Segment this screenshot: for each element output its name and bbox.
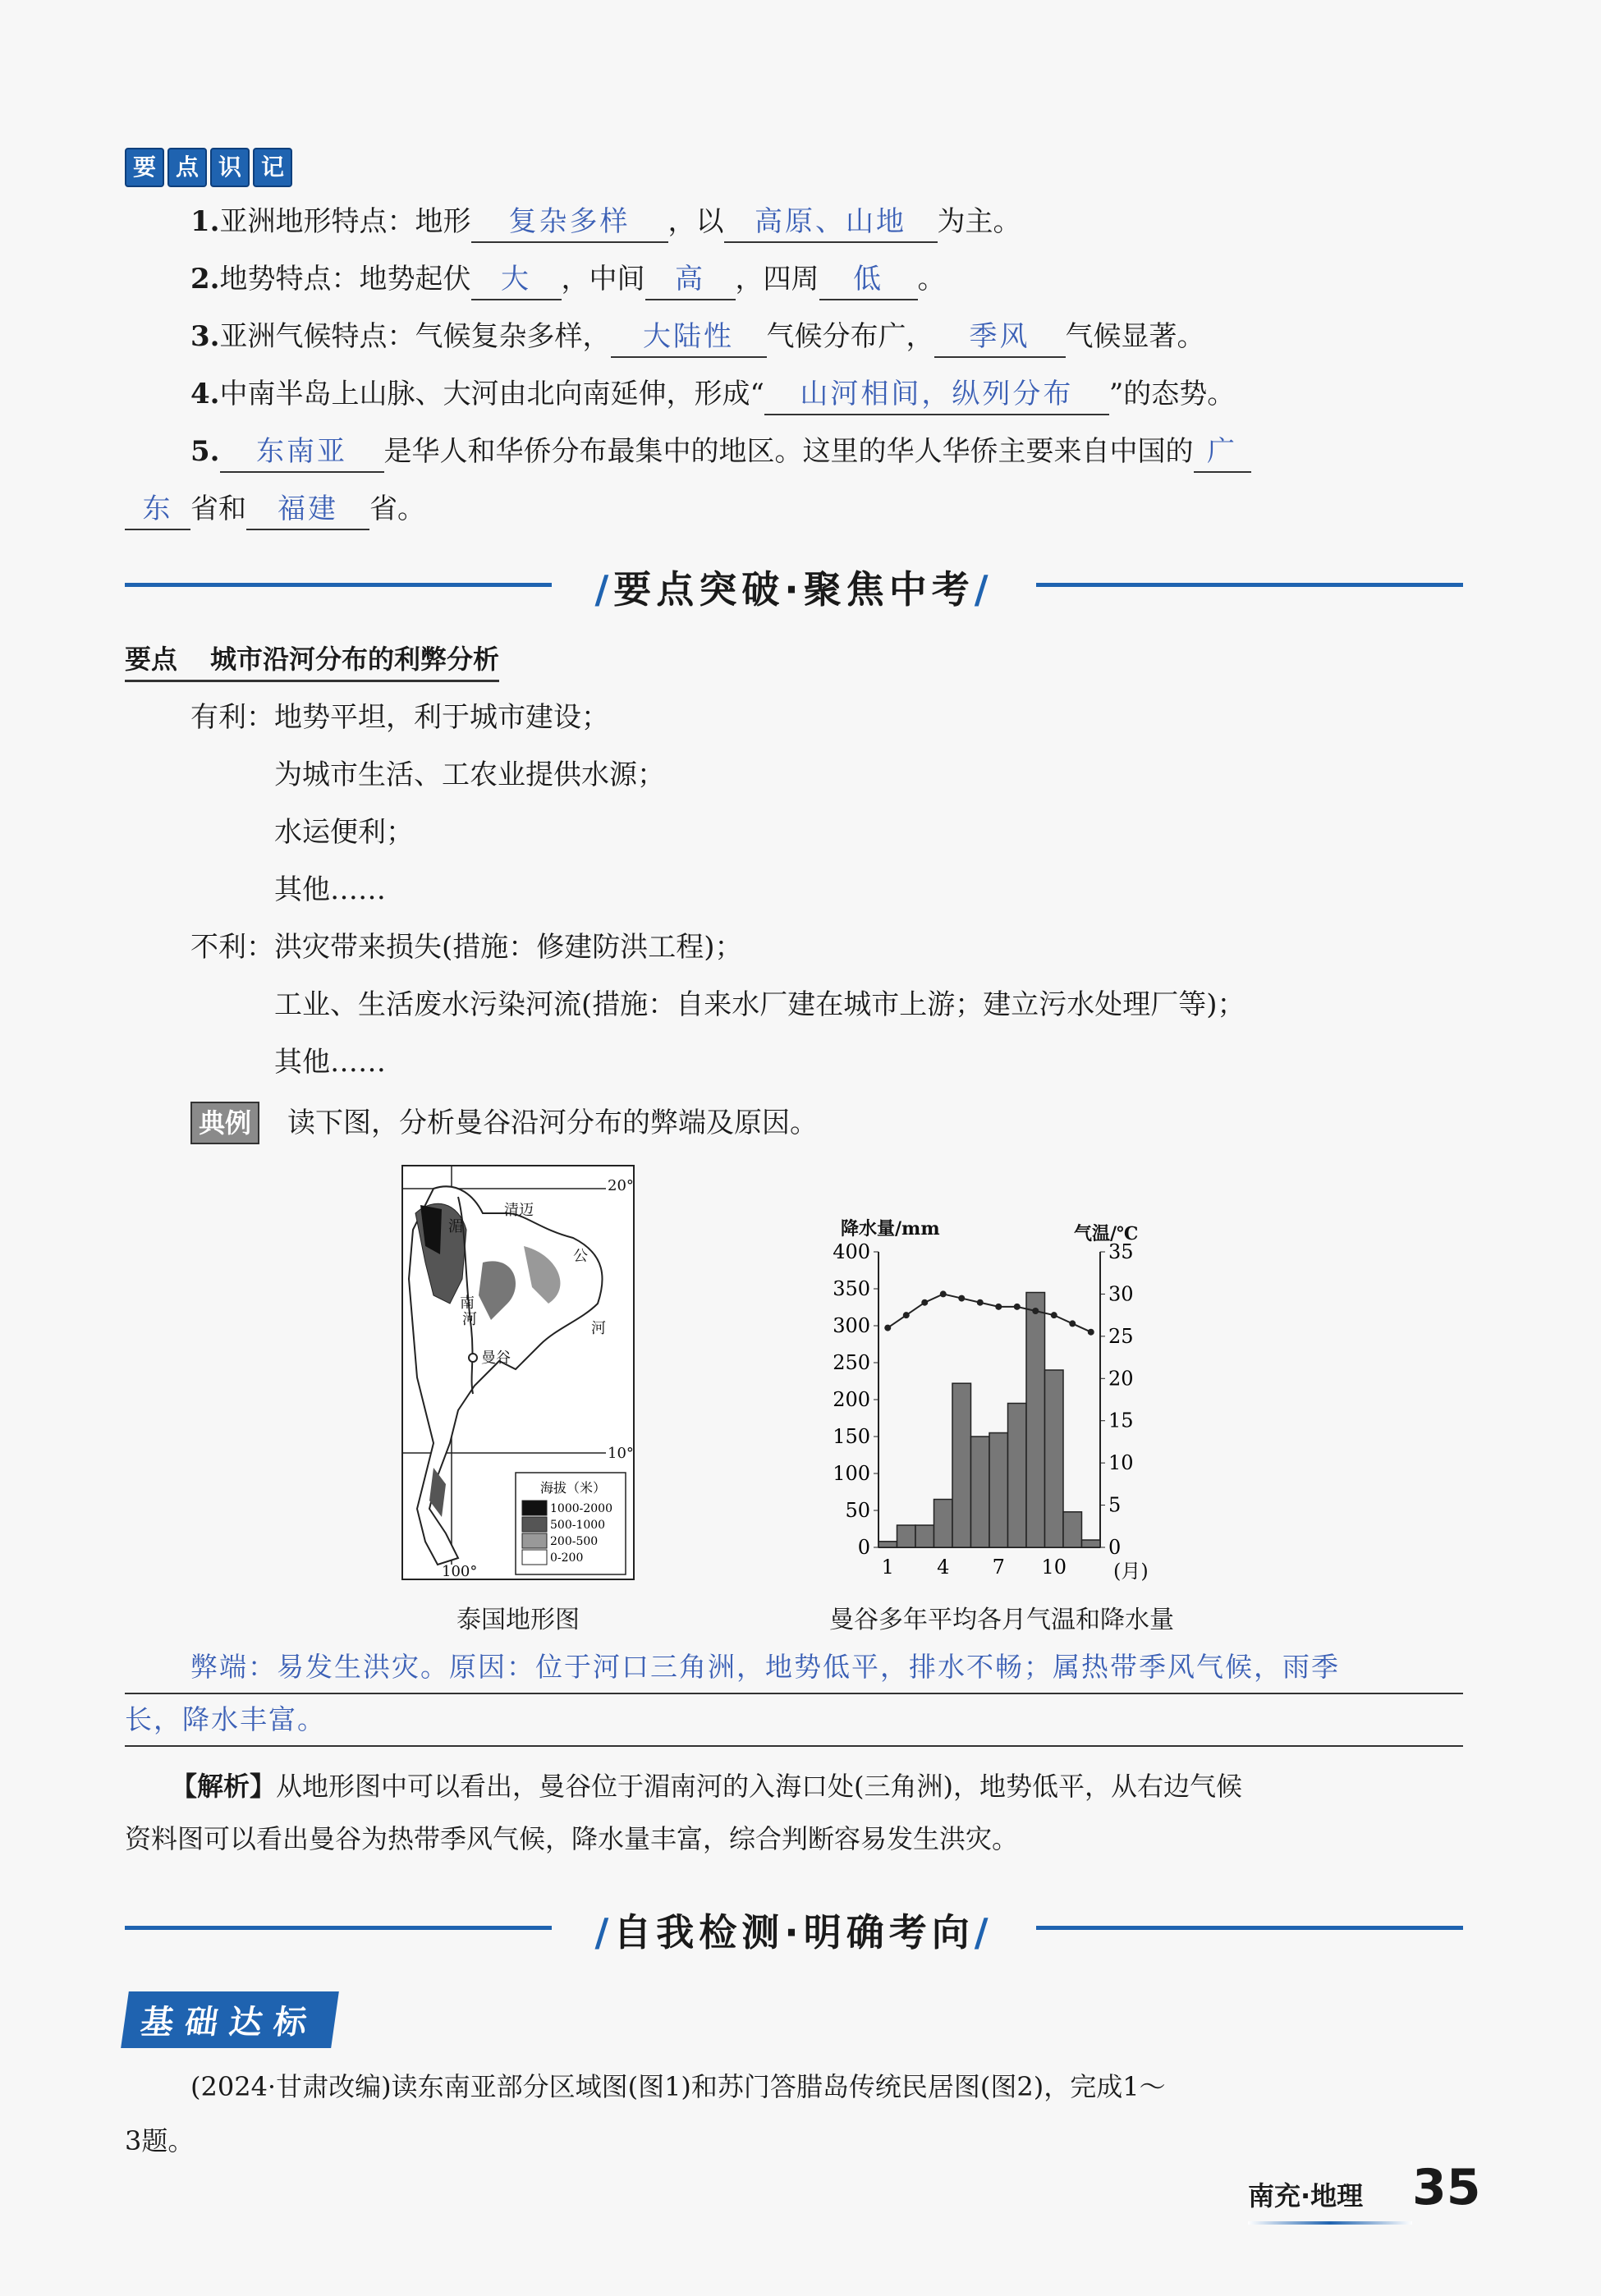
item-text: 为主。 xyxy=(937,205,1021,238)
y-tick-label: 0 xyxy=(857,1536,870,1559)
lat-20-label: 20° xyxy=(608,1177,634,1194)
precipitation-bar xyxy=(1063,1512,1082,1547)
y-tick-label: 300 xyxy=(833,1314,870,1337)
item-text: 地势特点：地势起伏 xyxy=(219,263,471,296)
legend-0-200: 0-200 xyxy=(550,1551,584,1565)
temperature-point xyxy=(884,1325,891,1331)
pros-text: 为城市生活、工农业提供水源； xyxy=(274,758,665,791)
item-text: 是华人和华侨分布最集中的地区。这里的华人华侨主要来自中国的 xyxy=(383,435,1194,468)
header-text: 要点突破·聚焦中考 xyxy=(613,567,975,612)
item-text: 中南半岛上山脉、大河由北向南延伸，形成“ xyxy=(219,378,764,410)
cons-text: 其他…… xyxy=(274,1046,386,1079)
x-tick-label: 7 xyxy=(992,1556,1005,1579)
river-label-char-3: 河 xyxy=(462,1311,477,1328)
precipitation-bar xyxy=(989,1433,1008,1548)
header-rule-left xyxy=(125,583,552,587)
item-text: 省。 xyxy=(369,493,425,525)
footer-rule xyxy=(1248,2221,1412,2225)
river-label-gong: 公 xyxy=(573,1248,588,1265)
answer-fill: 大陆性 xyxy=(611,319,767,358)
temperature-point xyxy=(995,1304,1002,1310)
lon-100-label: 100° xyxy=(442,1563,478,1580)
keypoint-label: 要点 xyxy=(125,644,178,675)
pros-line-1 xyxy=(190,699,609,736)
keypoint-title xyxy=(125,639,499,682)
answer-line-1: 弊端：易发生洪灾。原因：位于河口三角洲，地势低平，排水不畅；属热带季风气候，雨季 xyxy=(125,1642,1463,1694)
tag-char-3: 识 xyxy=(210,148,250,187)
section-tag-yaodian-shiji xyxy=(125,148,296,187)
legend-500-1000: 500-1000 xyxy=(550,1519,606,1532)
y-tick-label: 200 xyxy=(833,1388,870,1411)
item-number: 1. xyxy=(190,205,220,238)
temperature-point xyxy=(1014,1304,1021,1310)
thailand-terrain-map xyxy=(401,1164,635,1583)
item-4 xyxy=(190,376,1235,415)
question-line-1: (2024·甘肃改编)读东南亚部分区域图(图1)和苏门答腊岛传统民居图(图2)，完成1～ xyxy=(190,2071,1166,2102)
analysis-text: 资料图可以看出曼谷为热带季风气候，降水量丰富，综合判断容易发生洪灾。 xyxy=(125,1823,1019,1854)
item-5-line1 xyxy=(190,433,1251,473)
analysis-line-1 xyxy=(171,1768,1242,1804)
y2-tick-label: 30 xyxy=(1108,1282,1134,1306)
x-tick-label: 10 xyxy=(1041,1556,1067,1579)
tag-char-1: 要 xyxy=(125,148,164,187)
cons-line-2 xyxy=(274,987,1245,1023)
temperature-point xyxy=(958,1295,965,1302)
chart-caption: 曼谷多年平均各月气温和降水量 xyxy=(829,1606,1174,1634)
y-tick-label: 400 xyxy=(833,1240,870,1263)
item-5-line2 xyxy=(125,491,425,530)
city-chiang-mai-label: 清迈 xyxy=(504,1202,534,1219)
section-header-yaodian-tupo: /要点突破·聚焦中考/ xyxy=(594,567,993,612)
tag-char-2: 点 xyxy=(167,148,207,187)
analysis-text: 从地形图中可以看出，曼谷位于湄南河的入海口处(三角洲)，地势低平，从右边气候 xyxy=(276,1771,1242,1802)
answer-block xyxy=(125,1642,1463,1747)
analysis-line-2 xyxy=(125,1821,1018,1857)
y2-tick-label: 15 xyxy=(1108,1409,1134,1432)
y2-tick-label: 5 xyxy=(1108,1493,1122,1517)
pros-text: 地势平坦，利于城市建设； xyxy=(274,701,609,734)
temperature-point xyxy=(1051,1312,1057,1318)
temperature-point xyxy=(940,1290,947,1297)
item-text: ，以 xyxy=(667,205,724,238)
answer-fill: 山河相间，纵列分布 xyxy=(764,376,1109,415)
x-tick-label: 4 xyxy=(937,1556,950,1579)
answer-fill: 福建 xyxy=(246,491,369,530)
temperature-line xyxy=(888,1294,1091,1331)
item-1 xyxy=(190,204,1021,243)
answer-fill: 东 xyxy=(125,491,190,530)
item-number: 3. xyxy=(190,320,220,353)
item-text: ，四周 xyxy=(735,263,819,296)
pros-line-3 xyxy=(274,814,414,850)
x-axis-title: (月) xyxy=(1113,1560,1149,1583)
river-label-he: 河 xyxy=(591,1320,606,1337)
item-text: 亚洲地形特点：地形 xyxy=(219,205,471,238)
header-text: 自我检测·明确考向 xyxy=(613,1910,975,1955)
item-number: 4. xyxy=(190,378,220,410)
precipitation-bar xyxy=(934,1500,953,1548)
question-line-2: 3题。 xyxy=(125,2125,195,2156)
legend-title: 海拔（米） xyxy=(540,1480,607,1496)
y2-tick-label: 20 xyxy=(1108,1367,1134,1391)
legend-200-500: 200-500 xyxy=(550,1535,599,1548)
answer-fill: 广 xyxy=(1194,433,1251,473)
pros-text: 其他…… xyxy=(274,873,386,906)
item-3 xyxy=(190,319,1205,358)
item-text: 气候显著。 xyxy=(1065,320,1205,353)
right-axis-title: 气温/℃ xyxy=(1074,1223,1139,1244)
answer-fill: 东南亚 xyxy=(220,433,384,473)
tag-char-4: 记 xyxy=(253,148,292,187)
y-tick-label: 150 xyxy=(833,1425,870,1448)
precipitation-bar xyxy=(878,1542,897,1547)
city-bangkok-label: 曼谷 xyxy=(481,1350,511,1367)
analysis-label: 【解析】 xyxy=(171,1771,277,1802)
y2-tick-label: 35 xyxy=(1108,1240,1134,1263)
item-text: 亚洲气候特点：气候复杂多样， xyxy=(219,320,611,353)
example-text: 读下图，分析曼谷沿河分布的弊端及原因。 xyxy=(287,1107,819,1139)
temperature-point xyxy=(1032,1308,1039,1314)
answer-fill: 高原、山地 xyxy=(724,204,938,243)
answer-fill: 大 xyxy=(471,261,562,300)
item-text: ，中间 xyxy=(561,263,645,296)
river-label-char-1: 湄 xyxy=(448,1218,463,1235)
precipitation-bar xyxy=(1045,1370,1064,1547)
cons-line-3 xyxy=(274,1044,386,1080)
river-label-char-2: 南 xyxy=(460,1295,475,1312)
precipitation-bar xyxy=(1082,1540,1101,1547)
temperature-point xyxy=(977,1299,984,1306)
item-number: 5. xyxy=(190,435,220,468)
item-text: ”的态势。 xyxy=(1108,378,1236,410)
example-prompt xyxy=(190,1102,818,1144)
page-number: 35 xyxy=(1412,2159,1481,2216)
y-tick-label: 50 xyxy=(845,1499,870,1522)
answer-line-2: 长，降水丰富。 xyxy=(125,1694,1463,1747)
keypoint-text: 城市沿河分布的利弊分析 xyxy=(210,644,500,675)
answer-fill: 低 xyxy=(819,261,918,300)
answer-fill: 季风 xyxy=(934,319,1066,358)
precipitation-bar xyxy=(952,1383,971,1547)
y-tick-label: 250 xyxy=(833,1351,870,1374)
temperature-point xyxy=(1088,1329,1094,1336)
precipitation-bar xyxy=(971,1437,990,1547)
basic-standard-tag: 基础达标 xyxy=(121,1991,339,2048)
map-legend xyxy=(516,1473,626,1574)
precipitation-bar xyxy=(1026,1293,1045,1548)
map-caption: 泰国地形图 xyxy=(456,1606,580,1634)
y-tick-label: 100 xyxy=(833,1462,870,1485)
item-2 xyxy=(190,261,946,300)
temperature-point xyxy=(921,1299,928,1306)
item-text: 气候分布广， xyxy=(766,320,934,353)
answer-fill: 复杂多样 xyxy=(471,204,668,243)
precipitation-bar xyxy=(915,1525,934,1547)
precipitation-bar xyxy=(1008,1404,1027,1548)
answer-fill: 高 xyxy=(645,261,736,300)
header2-rule-right xyxy=(1036,1926,1463,1930)
y-tick-label: 350 xyxy=(833,1277,870,1300)
pros-line-2 xyxy=(274,757,665,793)
cons-text: 工业、生活废水污染河流(措施：自来水厂建在城市上游；建立污水处理厂等)； xyxy=(274,988,1245,1021)
cons-line-1 xyxy=(190,929,743,965)
cons-label: 不利： xyxy=(190,931,274,964)
cons-text: 洪灾带来损失(措施：修建防洪工程)； xyxy=(274,931,743,964)
left-axis-title: 降水量/mm xyxy=(841,1218,940,1240)
header2-rule-left xyxy=(125,1926,552,1930)
y2-tick-label: 10 xyxy=(1108,1451,1134,1475)
pros-line-4 xyxy=(274,872,386,908)
precipitation-bar xyxy=(897,1525,916,1547)
x-tick-label: 1 xyxy=(881,1556,894,1579)
pros-label: 有利： xyxy=(190,701,274,734)
lat-10-label: 10° xyxy=(608,1445,634,1462)
y2-tick-label: 0 xyxy=(1108,1536,1122,1559)
header-rule-right xyxy=(1036,583,1463,587)
pros-text: 水运便利； xyxy=(274,816,414,849)
section-header-ziwo-jiance: /自我检测·明确考向/ xyxy=(594,1910,993,1955)
example-badge: 典例 xyxy=(190,1102,259,1144)
footer-label: 南充·地理 xyxy=(1248,2180,1364,2211)
item-text: 。 xyxy=(917,263,946,296)
bangkok-climate-chart xyxy=(829,1215,1190,1593)
temperature-point xyxy=(903,1312,910,1318)
temperature-point xyxy=(1069,1320,1076,1327)
legend-1000-2000: 1000-2000 xyxy=(550,1502,612,1515)
y2-tick-label: 25 xyxy=(1108,1324,1134,1348)
item-number: 2. xyxy=(190,263,220,296)
item-text: 省和 xyxy=(190,493,246,525)
